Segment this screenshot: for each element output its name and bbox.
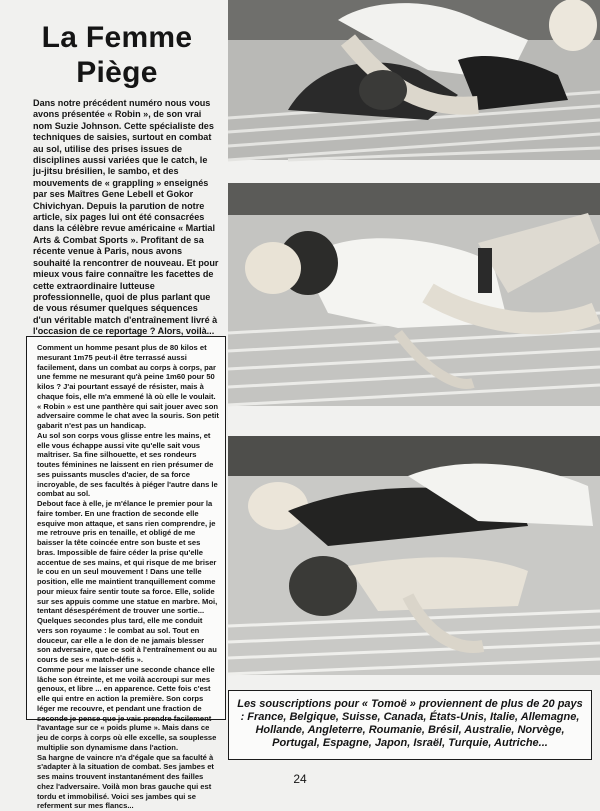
article-title — [22, 20, 212, 90]
intro-paragraph: Dans notre précédent numéro nous vous avons présentée « Robin », de son vrai nom Suzie Johnson. Cette spécialiste des techniques de saisies, surtout en combat au sol, utilise des prises issues de disciplines aussi variées que le catch, le ju-jitsu brésilien, le sambo, et des mouvements de « grappling » enseignés par ses Maîtres Gene Lebell et Gokor Chivichyan. Depuis la parution de notre article, six pages lui ont été consacrées dans la célèbre revue américaine « Martial Arts & Combat Sports ». Profitant de sa récente venue à Paris, nous avons souhaité la rencontrer de nouveau. Et pour mieux vous faire connaître les facettes de cette extraordinaire lutteuse professionnelle, quoi de plus parlant que de vous résumer quelques séquences d'un véritable match d'entraînement livré à l'occasion de ce reportage ? Alors, voilà... — [33, 98, 219, 338]
page-number: 24 — [0, 772, 600, 786]
narrative-paragraph: Quelques secondes plus tard, elle me conduit vers son royaume : le combat au sol. Tout en douceur, car elle a le don de ne jamais blesser son adversaire, que ce soit à l'entraînement ou au cours de ses « match-défis ». — [37, 616, 219, 665]
title-line-1: La Femme — [22, 20, 212, 55]
wrestling-photo-2 — [228, 183, 600, 406]
narrative-paragraph: Debout face à elle, je m'élance le premier pour la faire tomber. En une fraction de seconde elle esquive mon attaque, et sans rien comprendre, je me retrouve pris en tenaille, et obligé de me baisser la tête coincée entre son buste et ses bras. Impossible de faire céder la prise qu'elle accentue de ses mains, et qui risque de me briser le cou en un seul mouvement ! Dans une telle position, elle me maintient tranquillement comme pour mieux faire sentir toute sa force. Elle, solide sur ses appuis comme une statue en marbre. Moi, tentant désespérément de trouver une sortie... — [37, 499, 219, 616]
boxed-narrative — [26, 336, 226, 720]
narrative-paragraph: Sa hargne de vaincre n'a d'égale que sa faculté à s'adapter à la situation de combat. Ses jambes et ses mains trouvent instantanément des failles chez l'adversaire. Voilà mon bras gauche qui est tordu et immobilisé. Voici ses jambes qui se referment sur mes flancs... — [37, 753, 219, 811]
subscriptions-caption: Les souscriptions pour « Tomoë » proviennent de plus de 20 pays : France, Belgique, Suisse, Canada, États-Unis, Italie, Allemagne, Hollande, Angleterre, Roumanie, Brésil, Australie, Norvège, Portugal, Espagne, Japon, Israël, Turquie, Autriche... — [228, 690, 592, 760]
wrestling-photo-3 — [228, 436, 600, 675]
narrative-paragraph: Au sol son corps vous glisse entre les mains, et elle vous échappe aussi vite qu'elle sait vous maîtriser. Sa fine silhouette, et ses rondeurs toutes féminines ne laissent en rien présumer de ses puissants muscles d'acier, de sa force incroyable, de ses facultés à piéger l'autre dans le combat au sol. — [37, 431, 219, 499]
narrative-paragraph: Comment un homme pesant plus de 80 kilos et mesurant 1m75 peut-il être terrassé aussi facilement, dans un combat au corps à corps, par une femme ne mesurant qu'à peine 1m60 pour 50 kilos ? J'ai pourtant essayé de résister, mais à chaque fois, elle m'a emmené là où elle le voulait. « Robin » est une panthère qui sait jouer avec son adversaire comme le chat avec la souris. Son petit gabarit n'est pas un handicap. — [37, 343, 219, 431]
title-line-2: Piège — [22, 55, 212, 90]
narrative-paragraph: Comme pour me laisser une seconde chance elle lâche son étreinte, et me voilà accroupi sur mes genoux, et libre ... en apparence. Cette fois c'est elle qui entre en action la première. Son corps léger me recouvre, et pendant une fraction de seconde je pense que je vais prendre facilement l'avantage sur ce « poids plume ». Mais dans ce jeu de corps à corps où elle excelle, sa souplesse multiplie son dynamisme dans l'action. — [37, 665, 219, 753]
wrestling-photo-1 — [228, 0, 600, 160]
